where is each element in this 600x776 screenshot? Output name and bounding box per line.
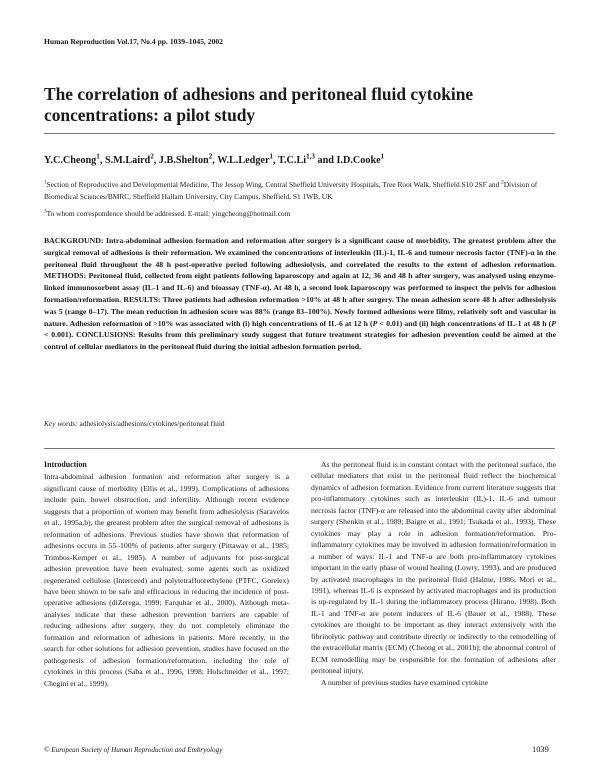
p-value-symbol: P: [551, 318, 556, 328]
abstract-conclusions: Results from this preliminary study suggest that future treatment strategies for adhesion prevention could be aimed at the control of cellular mediators in the peritoneal fluid during the initial adhesion formation period.: [44, 330, 557, 352]
copyright-notice: © European Society of Human Reproduction and Embryology: [44, 746, 223, 754]
author-separator: ,: [99, 155, 105, 166]
author-affiliation-marker: 1: [96, 152, 100, 161]
author-affiliation-marker: 1,3: [306, 152, 315, 161]
abstract-background-label: BACKGROUND:: [44, 236, 106, 245]
journal-header: Human Reproduction Vol.17, No.4 pp. 1039–1045, 2002: [44, 37, 223, 46]
body-column-left: [44, 459, 289, 689]
author-affiliation-marker: 2: [208, 152, 213, 161]
abstract: [44, 235, 556, 353]
article-title: The correlation of adhesions and peritoneal fluid cytokine concentrations: a pilot study: [44, 84, 474, 125]
author-separator: ,: [273, 155, 278, 166]
body-column-right: [311, 459, 556, 688]
correspondence-marker: 3: [44, 208, 47, 215]
author-separator: ,: [212, 155, 218, 166]
affiliation-2: Division of Biomedical Sciences/BMRC, Sheffield Hallam University, City Campus, Sheffield, S1 1WB, UK: [44, 180, 538, 201]
author-name: Y.C.Cheong: [44, 155, 97, 166]
title-divider: [44, 133, 555, 134]
author-name: J.B.Shelton: [158, 155, 209, 166]
body-paragraph: As the peritoneal fluid is in constant contact with the peritoneal surface, the cellular mediators that exist in the peritoneal fluid reflect the biochemical dynamics of adhesion formation. Evidence from current literature suggests that pro-inflammatory cytokines such as interleukin (IL)-1, IL-6 and tumour necrosis factor (TNF)-α are released into the abdominal cavity after abdominal surgery (Shenkin et al., 1989; Baigre et al., 1991; Tsukada et al., 1993). These cytokines may play a role in adhesion formation/reformation. Pro-inflammatory cytokines may be involved in adhesion formation/reformation in a number of ways: IL-1 and TNF-α are both pro-inflammatory cytokines important in the early phase of wound healing (Lowry, 1993), and are produced by activated macrophages in the peritoneal fluid (Halme, 1986; Mori et al., 1991), whereas IL-6 is expressed by activated macrophages and its production is up-regulated by IL-1 during the inflammatory process (Hirano, 1998). Both IL-1 and TNF-α are potent inducers of IL-6 (Bauer et al., 1988). These cytokines are thought to be important as they interact extensively with the fibrinolytic pathway and contribute directly or indirectly to the remodelling of the extracellular matrix (ECM) (Cheong et al., 2001b); the abnormal control of ECM remodelling may be responsible for the formation of adhesions after peritoneal injury.: [311, 460, 556, 676]
correspondence: [44, 209, 559, 218]
abstract-background: Intra-abdominal adhesion formation and reformation after surgery is a significant cause of morbidity. The greatest problem after the surgical removal of adhesions is their reformation. We examined the concentrations of interleukin (IL)-1, IL-6 and tumour necrosis factor (TNF)-α in the peritoneal fluid throughout the 48 h post-operative period following adhesiolysis, and correlated the results to the extent of adhesion reformation.: [44, 236, 556, 269]
author-name: T.C.Li: [277, 155, 307, 166]
affiliation-1: Section of Reproductive and Developmental Medicine, The Jessop Wing, Central Sheffield University Hospitals, Tree Root Walk, Sheffield S10 2SF and: [46, 180, 502, 189]
abstract-methods: Peritoneal fluid, collected from eight patients following laparoscopy and again at 12, 36 and 48 h after surgery, was analysed using enzyme-linked immunosorbent assay (IL-1 and IL-6) and bioassay (TNF-α). At 48 h, a second look laparoscopy was performed to inspect the pelvis for adhesion formation/reformation.: [44, 271, 556, 304]
author-name: S.M.Laird: [104, 155, 151, 166]
keywords: [44, 419, 225, 428]
page-number: 1039: [532, 745, 549, 754]
author-separator: and: [314, 155, 337, 166]
author-name: W.L.Ledger: [217, 155, 270, 166]
abstract-conclusions-label: CONCLUSIONS:: [76, 330, 139, 340]
p-value-symbol: P: [372, 318, 378, 328]
author-separator: ,: [153, 155, 159, 166]
keywords-text: adhesiolysis/adhesions/cytokines/peritoneal fluid: [77, 419, 225, 428]
correspondence-text: To whom correspondence should be addressed. E-mail: yingcheong@hotmail.com: [46, 209, 291, 218]
author-name: I.D.Cooke: [336, 155, 381, 166]
author-list: [44, 152, 385, 166]
affiliations: [44, 179, 559, 202]
author-affiliation-marker: 1: [269, 152, 274, 161]
section-heading: Introduction: [44, 460, 87, 469]
author-affiliation-marker: 2: [150, 152, 154, 161]
abstract-results: < 0.001).: [44, 330, 77, 340]
affiliation-marker: 1: [44, 179, 47, 186]
abstract-results: Three patients had adhesion reformation >10% at 48 h after surgery. The mean adhesion score 48 h after adhesiolysis was 5 (range 0–17). The mean reduction in adhesion score was 88% (range 83–100%). Newly formed adhesions were filmy, relatively soft and vascular in nature. Adhesion reformation of >10% was associated with (i) high concentrations of IL-6 at 12 h (: [44, 294, 556, 328]
abstract-divider: [44, 448, 555, 449]
body-paragraph: Intra-abdominal adhesion formation and reformation after surgery is a significant cause of morbidity (Ellis et al., 1999). Complications of adhesions include pain, bowel obstruction, and infertility. Although recent evidence suggests that a proportion of women may benefit from adhesiolysis (Saravelos et al., 1995a,b), the greatest problem after the surgical removal of adhesions is reformation of adhesions. Previous studies have shown that reformation of adhesions occurs in 55–100% of patients after surgery (Pittaway et al., 1985; Trimbos-Kemper et al., 1985). A number of adjuvants for post-surgical adhesion prevention have been evaluated; some agents such as oxidized regenerated cellulose (Interceed) and polytetrafluorethylene (PTFC, Gorelex) have been shown to be safe and efficacious in reducing the incidence of post-operative adhesions (diZerega, 1999; Farquhar et al., 2000). Although meta-analyses indicate that these adhesion prevention barriers are capable of reducing adhesions after surgery, they do not completely eliminate the formation and reformation of adhesions in patients. More recently, in the search for other solutions for adhesion prevention, studies have focused on the pathogenesis of adhesion formation/reformation, including the role of cytokines in this process (Saba et al., 1996, 1998; Holschneider et al., 1997; Chegini et al., 1999).: [44, 472, 289, 688]
keywords-label: Key words:: [44, 419, 78, 428]
abstract-methods-label: METHODS:: [44, 271, 89, 281]
body-paragraph: A number of previous studies have examined cytokine: [321, 677, 489, 687]
affiliation-marker: 2: [501, 179, 504, 186]
author-affiliation-marker: 1: [380, 152, 385, 161]
abstract-results: < 0.01) and (ii) high concentrations of IL-1 at 48 h (: [377, 318, 552, 328]
abstract-results-label: RESULTS:: [123, 294, 163, 304]
